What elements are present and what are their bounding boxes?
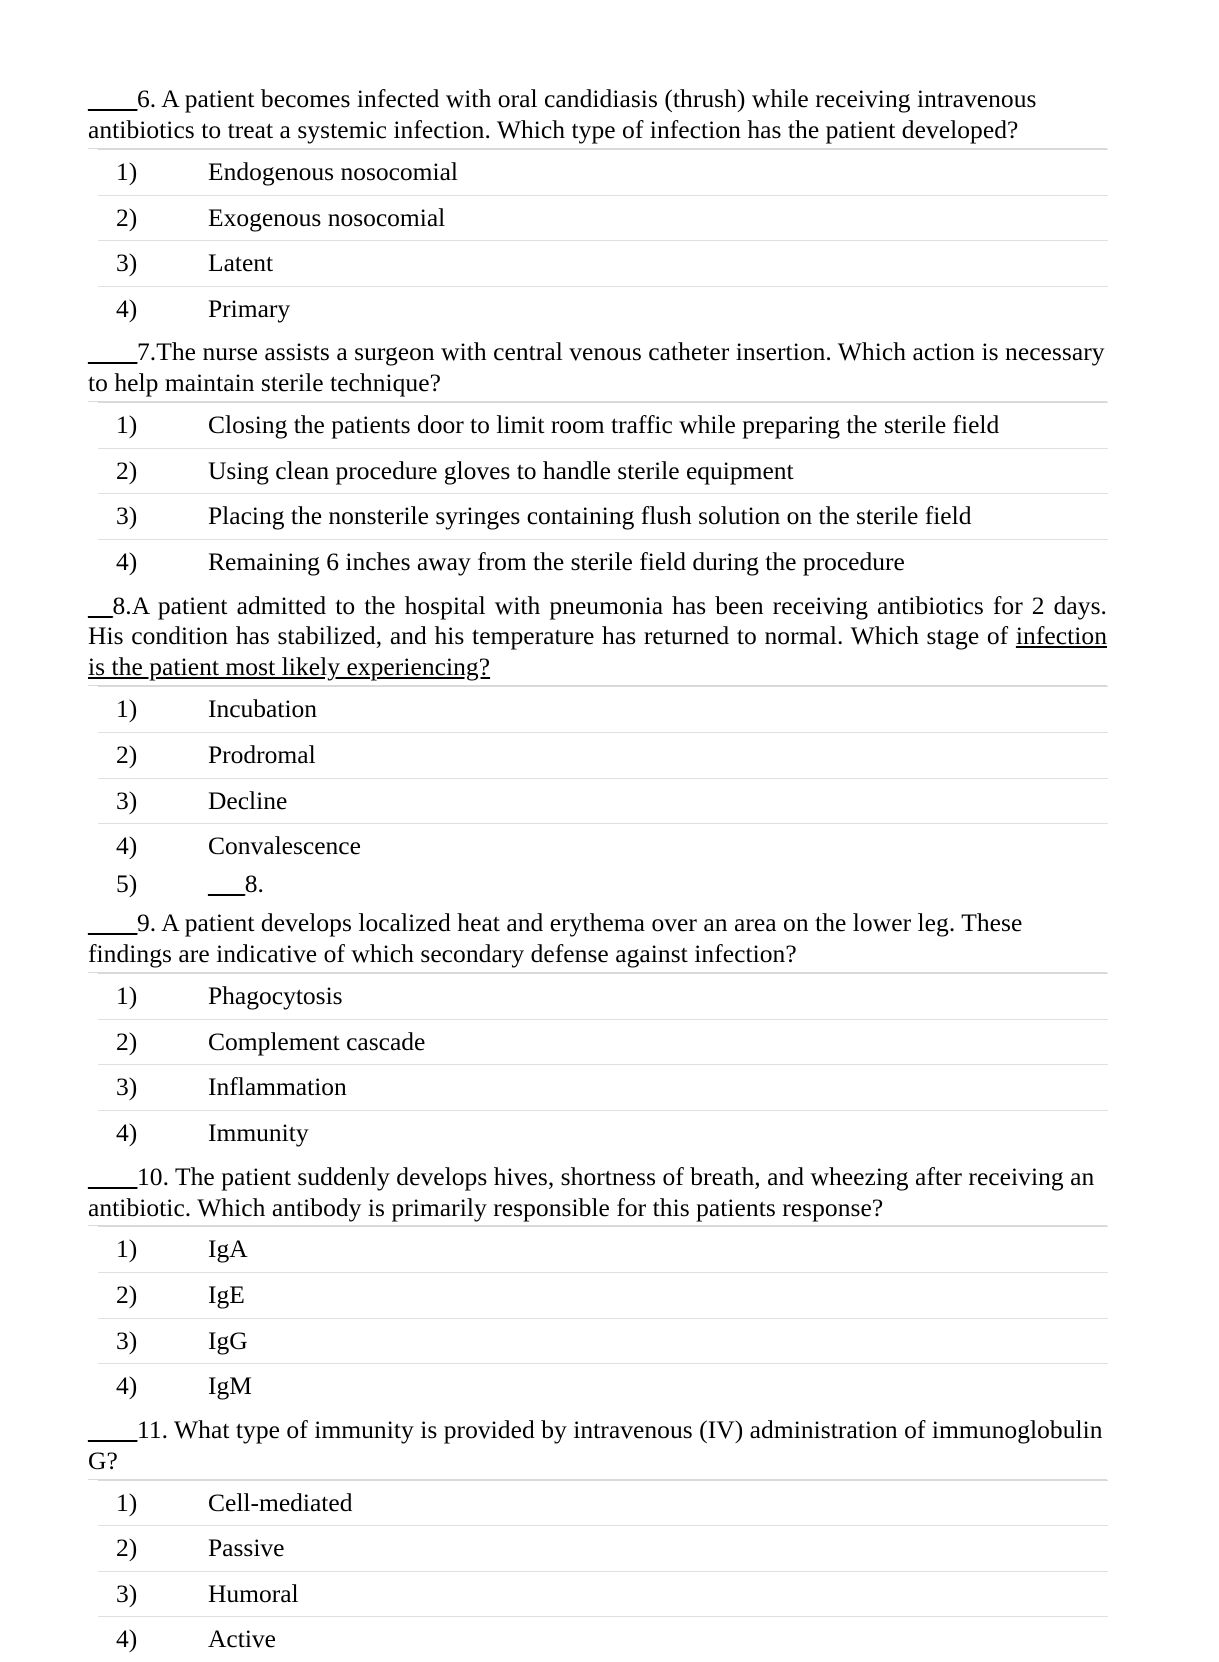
inline-answer-blank[interactable]: ___: [208, 868, 245, 898]
question-number-11: 11.: [137, 1414, 169, 1444]
answer-blank-11[interactable]: ____: [88, 1414, 137, 1444]
option-row[interactable]: [98, 494, 1108, 540]
option-number: 2): [98, 195, 204, 241]
question-stem-11: [88, 1415, 1107, 1480]
option-text: Inflammation: [204, 1065, 1108, 1111]
question-text-11: What type of immunity is provided by intravenous (IV) administration of immunoglobulin G?: [88, 1414, 1103, 1475]
option-number: 3): [98, 494, 204, 540]
options-table-11: [98, 1480, 1108, 1662]
option-row[interactable]: [98, 1617, 1108, 1662]
option-text: Latent: [204, 241, 1108, 287]
option-text: Prodromal: [204, 732, 1108, 778]
option-text: IgA: [204, 1227, 1108, 1273]
option-number: 3): [98, 241, 204, 287]
option-row[interactable]: [98, 1318, 1108, 1364]
options-table-8: [98, 686, 1108, 902]
option-number: 2): [98, 1273, 204, 1319]
option-number: 2): [98, 1019, 204, 1065]
question-text-8: A patient admitted to the hospital with pneumonia has been receiving antibiotics for 2 days. His condition has stabilized, and his temperature has returned to normal. Which stage of: [88, 590, 1107, 651]
option-text: Closing the patients door to limit room traffic while preparing the sterile field: [204, 403, 1108, 449]
option-row[interactable]: [98, 149, 1108, 195]
option-row[interactable]: [98, 869, 1108, 903]
question-text-9: A patient develops localized heat and erythema over an area on the lower leg. These findings are indicative of which secondary defense against infection?: [88, 908, 1023, 969]
option-row[interactable]: [98, 778, 1108, 824]
option-row[interactable]: [98, 824, 1108, 869]
option-row[interactable]: [98, 448, 1108, 494]
option-number: 1): [98, 1227, 204, 1273]
option-number: 5): [116, 868, 138, 898]
option-text: Incubation: [204, 687, 1108, 733]
option-row[interactable]: [98, 403, 1108, 449]
option-text: Exogenous nosocomial: [204, 195, 1108, 241]
answer-blank-8[interactable]: __: [88, 590, 113, 620]
option-number: 1): [98, 1480, 204, 1526]
options-table-6: [98, 149, 1108, 331]
option-number: 3): [98, 1065, 204, 1111]
question-text-8-underlined: infection is the patient most likely experiencing?: [88, 621, 1107, 682]
question-stem-6: [88, 84, 1107, 149]
option-text: Active: [204, 1617, 1108, 1662]
option-number: 4): [98, 1364, 204, 1409]
option-number: 1): [98, 974, 204, 1020]
option-row[interactable]: [98, 1571, 1108, 1617]
option-number: 2): [98, 1526, 204, 1572]
option-text: IgM: [204, 1364, 1108, 1409]
option-number: 1): [98, 403, 204, 449]
option-text: Decline: [204, 778, 1108, 824]
question-text-6: A patient becomes infected with oral candidiasis (thrush) while receiving intravenous antibiotics to treat a systemic infection. Which type of infection has the patient developed?: [88, 84, 1037, 144]
option-number: 1): [98, 687, 204, 733]
question-number-7: 7.: [137, 337, 157, 367]
option-number: 4): [98, 1617, 204, 1662]
option-row[interactable]: [98, 539, 1108, 584]
option-row[interactable]: [98, 286, 1108, 331]
option-number: 4): [98, 1110, 204, 1155]
option-row[interactable]: [98, 1065, 1108, 1111]
option-row[interactable]: [98, 1364, 1108, 1409]
option-text: [204, 869, 1108, 903]
question-text-7: The nurse assists a surgeon with central venous catheter insertion. Which action is necessary to help maintain sterile technique?: [88, 337, 1105, 398]
option-row[interactable]: [98, 974, 1108, 1020]
option-number: 1): [98, 149, 204, 195]
option-text: Placing the nonsterile syringes containing flush solution on the sterile field: [204, 494, 1108, 540]
option-number: 2): [98, 448, 204, 494]
option-row[interactable]: [98, 1526, 1108, 1572]
option-row[interactable]: [98, 241, 1108, 287]
question-stem-8: [88, 591, 1107, 687]
option-number: 3): [98, 1571, 204, 1617]
question-stem-10: [88, 1162, 1107, 1227]
option-number: 4): [98, 539, 204, 584]
option-row[interactable]: [98, 1273, 1108, 1319]
question-stem-9: [88, 908, 1107, 973]
option-text: Endogenous nosocomial: [204, 149, 1108, 195]
options-table-9: [98, 973, 1108, 1155]
option-row[interactable]: [98, 1110, 1108, 1155]
inline-option-label: 8.: [244, 868, 264, 898]
options-table-10: [98, 1226, 1108, 1408]
options-table-7: [98, 402, 1108, 584]
option-text: Convalescence: [204, 824, 1108, 869]
question-text-10: The patient suddenly develops hives, shortness of breath, and wheezing after receiving an antibiotic. Which antibody is primarily responsible for this patients response?: [88, 1161, 1095, 1222]
option-text: Primary: [204, 286, 1108, 331]
option-text: IgE: [204, 1273, 1108, 1319]
option-row[interactable]: [98, 1227, 1108, 1273]
answer-blank-7[interactable]: ____: [88, 337, 137, 367]
answer-blank-10[interactable]: ____: [88, 1161, 137, 1191]
question-number-9: 9.: [137, 908, 157, 938]
option-text: Humoral: [204, 1571, 1108, 1617]
option-number: 3): [98, 1318, 204, 1364]
answer-blank-6[interactable]: ____: [88, 84, 137, 113]
option-text: Phagocytosis: [204, 974, 1108, 1020]
question-number-8: 8.: [112, 590, 132, 620]
option-text: Remaining 6 inches away from the sterile field during the procedure: [204, 539, 1108, 584]
option-text: IgG: [204, 1318, 1108, 1364]
option-row[interactable]: [98, 195, 1108, 241]
option-text: Immunity: [204, 1110, 1108, 1155]
option-text: Cell-mediated: [204, 1480, 1108, 1526]
option-row[interactable]: [98, 687, 1108, 733]
option-row[interactable]: [98, 1019, 1108, 1065]
quiz-body: [88, 84, 1107, 1662]
option-number: 4): [98, 824, 204, 869]
question-number-6: 6.: [137, 84, 157, 113]
option-number: 2): [98, 732, 204, 778]
option-row[interactable]: [98, 732, 1108, 778]
option-text: Passive: [204, 1526, 1108, 1572]
question-number-10: 10.: [137, 1161, 170, 1191]
option-number: 4): [98, 286, 204, 331]
option-number: 3): [98, 778, 204, 824]
option-text: Complement cascade: [204, 1019, 1108, 1065]
option-text: Using clean procedure gloves to handle sterile equipment: [204, 448, 1108, 494]
answer-blank-9[interactable]: ____: [88, 908, 137, 938]
question-stem-7: [88, 337, 1107, 402]
